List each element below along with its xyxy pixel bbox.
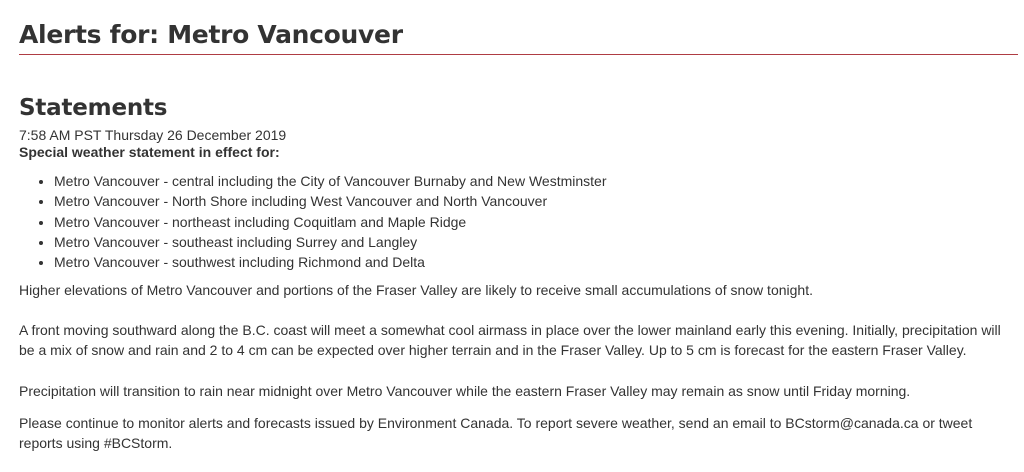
- effect-label: Special weather statement in effect for:: [19, 144, 280, 160]
- region-list-item: • Metro Vancouver - southeast including Surrey and Langley: [54, 232, 1018, 252]
- region-list-item: • Metro Vancouver - central including the City of Vancouver Burnaby and New Westminster: [54, 171, 1018, 191]
- region-list-item: • Metro Vancouver - southwest including Richmond and Delta: [54, 252, 1018, 272]
- statements-heading: Statements: [19, 95, 168, 121]
- region-list-item: • Metro Vancouver - North Shore including West Vancouver and North Vancouver: [54, 191, 1018, 211]
- statement-paragraph: A front moving southward along the B.C. coast will meet a somewhat cool airmass in place over the lower mainland early this evening. Initially, precipitation will be a mix of snow and rain and 2 to 4 cm can be expected over higher terrain and in the Fraser Valley. Up to 5 cm is forecast for the eastern Fraser Valley.: [19, 322, 1001, 359]
- page-title: Alerts for: Metro Vancouver: [19, 20, 403, 49]
- statement-paragraph: Higher elevations of Metro Vancouver and portions of the Fraser Valley are likely to receive small accumulations of snow tonight.: [19, 282, 813, 299]
- region-list-item: • Metro Vancouver - northeast including Coquitlam and Maple Ridge: [54, 212, 1018, 232]
- statement-paragraph: Please continue to monitor alerts and forecasts issued by Environment Canada. To report severe weather, send an email to BCstorm@canada.ca or tweet reports using #BCStorm.: [19, 415, 973, 452]
- region-list: [19, 171, 1018, 272]
- statement-paragraph: Precipitation will transition to rain near midnight over Metro Vancouver while the eastern Fraser Valley may remain as snow until Friday morning.: [19, 383, 911, 400]
- issued-timestamp: 7:58 AM PST Thursday 26 December 2019: [19, 127, 287, 143]
- statements-section: [19, 55, 1018, 453]
